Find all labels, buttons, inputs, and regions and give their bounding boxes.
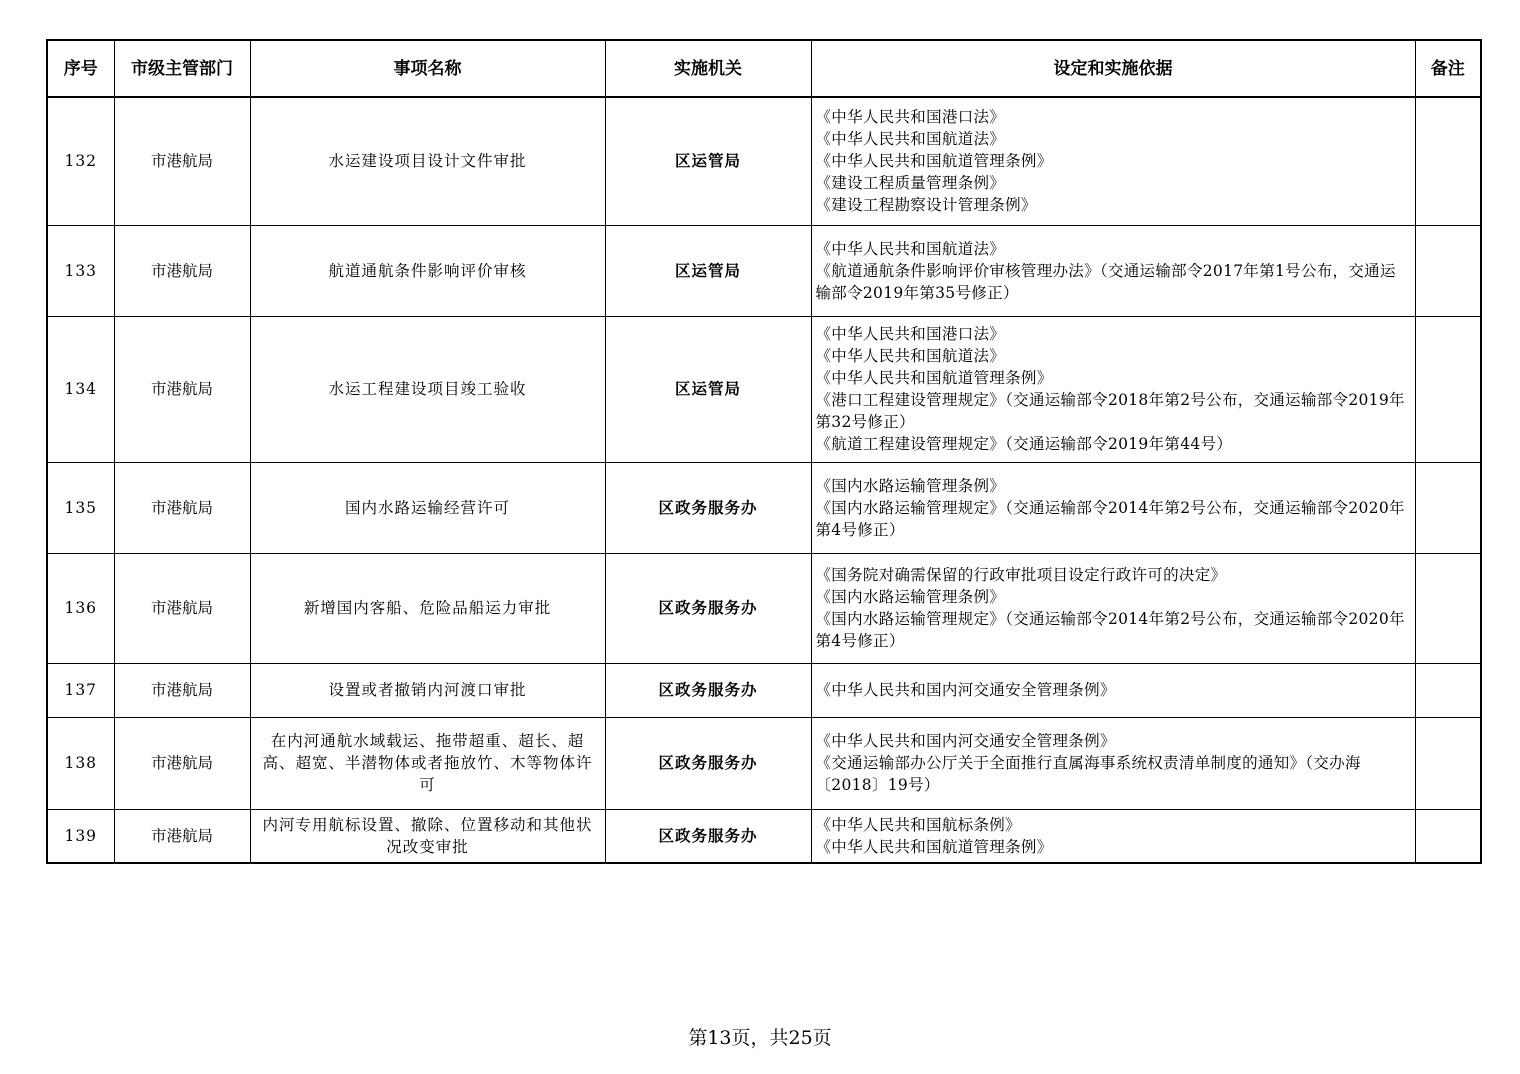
row-org: 区政务服务办 <box>605 717 811 809</box>
row-dept: 市港航局 <box>114 663 250 717</box>
row-org: 区运管局 <box>605 97 811 225</box>
row-note <box>1415 553 1481 663</box>
row-basis <box>811 717 1415 809</box>
header-org: 实施机关 <box>605 40 811 97</box>
row-item: 水运工程建设项目竣工验收 <box>250 316 605 462</box>
row-item: 在内河通航水域载运、拖带超重、超长、超高、超宽、半潜物体或者拖放竹、木等物体许可 <box>250 717 605 809</box>
basis-line: 《中华人民共和国航道法》 <box>815 239 1006 258</box>
header-note: 备注 <box>1415 40 1481 97</box>
basis-line: 《中华人民共和国航道管理条例》 <box>815 837 1053 856</box>
row-basis <box>811 316 1415 462</box>
row-note <box>1415 717 1481 809</box>
row-dept: 市港航局 <box>114 717 250 809</box>
row-no: 135 <box>47 462 114 553</box>
row-note <box>1415 316 1481 462</box>
table-row <box>47 663 1481 717</box>
row-org: 区运管局 <box>605 225 811 316</box>
basis-line: 《港口工程建设管理规定》（交通运输部令2018年第2号公布，交通运输部令2019年第32号修正） <box>815 391 1405 431</box>
row-dept: 市港航局 <box>114 553 250 663</box>
basis-line: 《交通运输部办公厅关于全面推行直属海事系统权责清单制度的通知》（交办海〔2018〕19号） <box>815 754 1361 794</box>
row-dept: 市港航局 <box>114 809 250 863</box>
row-basis <box>811 663 1415 717</box>
page-footer: 第13页，共25页 <box>688 1027 832 1049</box>
row-no: 138 <box>47 717 114 809</box>
basis-line: 《国内水路运输管理条例》 <box>815 588 1006 606</box>
row-dept: 市港航局 <box>114 316 250 462</box>
row-note <box>1415 225 1481 316</box>
table-row <box>47 717 1481 809</box>
basis-line: 《航道通航条件影响评价审核管理办法》（交通运输部令2017年第1号公布，交通运输部令2019年第35号修正） <box>815 261 1396 302</box>
header-item: 事项名称 <box>250 40 605 97</box>
header-basis: 设定和实施依据 <box>811 40 1415 97</box>
basis-line: 《中华人民共和国港口法》 <box>815 108 1006 127</box>
basis-line: 《中华人民共和国港口法》 <box>815 325 1006 343</box>
row-item: 新增国内客船、危险品船运力审批 <box>250 553 605 663</box>
row-basis <box>811 97 1415 225</box>
row-org: 区政务服务办 <box>605 809 811 863</box>
row-org: 区政务服务办 <box>605 462 811 553</box>
row-org: 区政务服务办 <box>605 663 811 717</box>
table-row <box>47 316 1481 462</box>
row-note <box>1415 663 1481 717</box>
basis-line: 《中华人民共和国内河交通安全管理条例》 <box>815 732 1116 750</box>
row-note <box>1415 809 1481 863</box>
row-note <box>1415 97 1481 225</box>
row-basis <box>811 225 1415 316</box>
basis-line: 《国内水路运输管理规定》（交通运输部令2014年第2号公布，交通运输部令2020年第4号修正） <box>815 498 1405 539</box>
row-note <box>1415 462 1481 553</box>
table-row <box>47 462 1481 553</box>
basis-line: 《国务院对确需保留的行政审批项目设定行政许可的决定》 <box>815 566 1227 584</box>
row-dept: 市港航局 <box>114 462 250 553</box>
row-item: 国内水路运输经营许可 <box>250 462 605 553</box>
row-no: 139 <box>47 809 114 863</box>
basis-line: 《中华人民共和国航道法》 <box>815 347 1006 365</box>
table-row <box>47 809 1481 863</box>
row-dept: 市港航局 <box>114 225 250 316</box>
row-org: 区运管局 <box>605 316 811 462</box>
row-basis <box>811 809 1415 863</box>
row-no: 133 <box>47 225 114 316</box>
table-row <box>47 553 1481 663</box>
row-no: 132 <box>47 97 114 225</box>
basis-line: 《中华人民共和国航道法》 <box>815 130 1006 149</box>
row-no: 136 <box>47 553 114 663</box>
row-no: 134 <box>47 316 114 462</box>
basis-line: 《中华人民共和国内河交通安全管理条例》 <box>815 681 1116 699</box>
basis-line: 《中华人民共和国航标条例》 <box>815 815 1021 834</box>
table-row <box>47 225 1481 316</box>
row-dept: 市港航局 <box>114 97 250 225</box>
basis-line: 《中华人民共和国航道管理条例》 <box>815 369 1053 387</box>
basis-line: 《中华人民共和国航道管理条例》 <box>815 152 1053 171</box>
row-basis <box>811 553 1415 663</box>
row-no: 137 <box>47 663 114 717</box>
header-no: 序号 <box>47 40 114 97</box>
row-item: 内河专用航标设置、撤除、位置移动和其他状况改变审批 <box>250 809 605 863</box>
row-org: 区政务服务办 <box>605 553 811 663</box>
row-basis <box>811 462 1415 553</box>
table-header-row <box>47 40 1481 97</box>
basis-line: 《建设工程质量管理条例》 <box>815 174 1006 193</box>
row-item: 设置或者撤销内河渡口审批 <box>250 663 605 717</box>
row-item: 水运建设项目设计文件审批 <box>250 97 605 225</box>
items-table <box>46 39 1482 864</box>
row-item: 航道通航条件影响评价审核 <box>250 225 605 316</box>
basis-line: 《国内水路运输管理规定》（交通运输部令2014年第2号公布，交通运输部令2020年第4号修正） <box>815 610 1405 650</box>
basis-line: 《国内水路运输管理条例》 <box>815 476 1006 495</box>
basis-line: 《航道工程建设管理规定》（交通运输部令2019年第44号） <box>815 435 1233 453</box>
table-row <box>47 97 1481 225</box>
basis-line: 《建设工程勘察设计管理条例》 <box>815 196 1037 215</box>
header-dept: 市级主管部门 <box>114 40 250 97</box>
